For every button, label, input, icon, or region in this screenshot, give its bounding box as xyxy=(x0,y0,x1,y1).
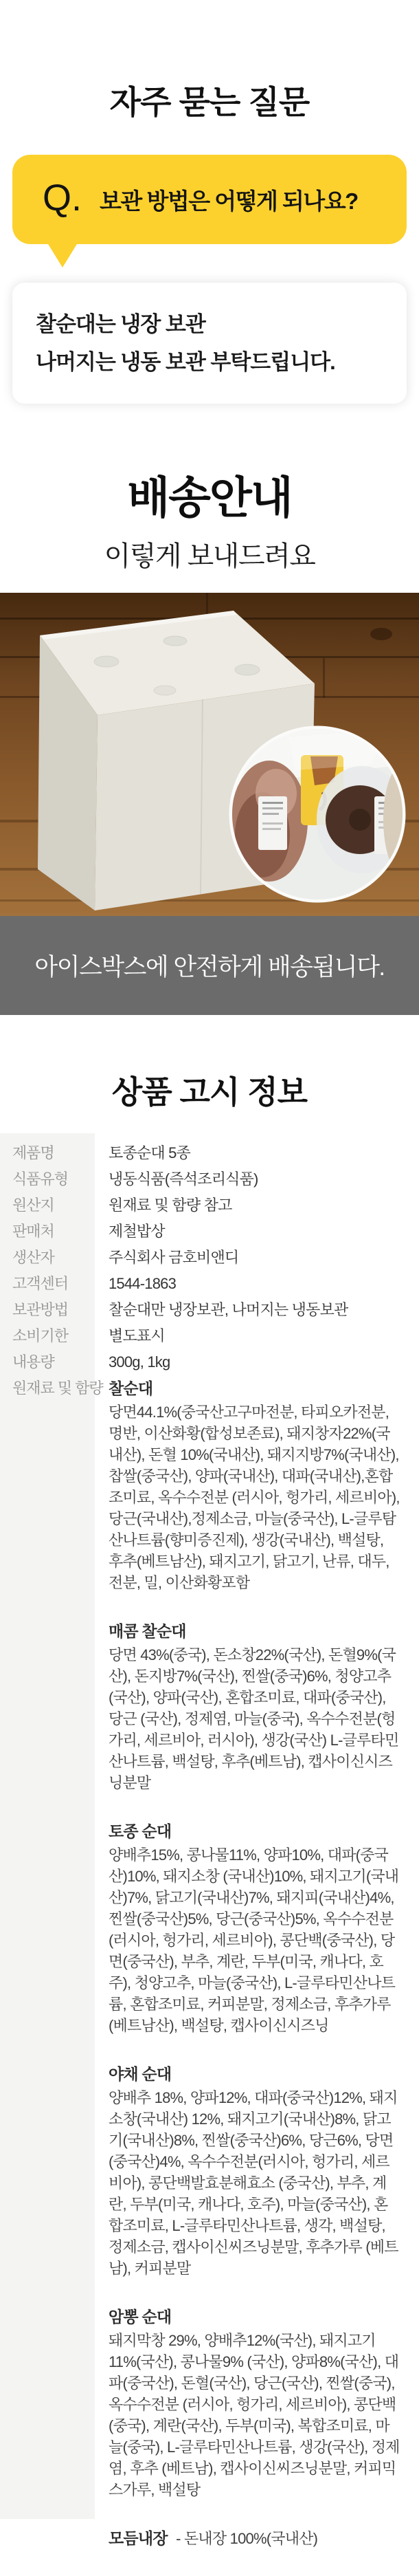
ingredient-section-name: 찰순대 xyxy=(109,1379,153,1398)
notice-row-value: 주식회사 금호비앤디 xyxy=(109,1249,239,1267)
ingredient-section-name: 암뽕 순대 xyxy=(109,2308,172,2326)
ingredient-section-name: 매콤 찰순대 xyxy=(109,1622,186,1641)
ingredient-section xyxy=(109,1375,401,1593)
ingredient-section-name: 야채 순대 xyxy=(109,2065,172,2084)
shipping-caption-bar xyxy=(0,916,419,1015)
product-notice-table xyxy=(0,1133,419,2548)
ingredient-section-name: 토종 순대 xyxy=(109,1822,172,1841)
ingredient-section xyxy=(109,1618,401,1793)
faq-section-title: 자주 묻는 질문 xyxy=(109,84,310,120)
notice-row-label: 보관방법 xyxy=(12,1301,69,1319)
notice-row-value: 원재료 및 함량 참고 xyxy=(109,1197,232,1214)
notice-row-label: 제품명 xyxy=(12,1144,54,1162)
question-mark-label: Q. xyxy=(43,177,82,219)
shipping-photo xyxy=(0,593,419,916)
ingredient-section-body: 당면 43%(중국), 돈소창22%(국산), 돈혈9%(국산), 돈지방7%(국산), 찐쌀(중국)6%, 청양고추(국산), 양파(국산), 혼합조미료, 대파(중국산), 당근 (국산), 정제염, 마늘(중국), 옥수수전분(헝가리, 세르비아, 러시아), 생강(국산) L-글루타민산나트륨, 백설탕, 후추(베트남), 캡사이신시즈닝분말 xyxy=(109,1646,399,1792)
ingredients-row-value xyxy=(95,1375,419,2576)
ingredient-section-body: 돼지막창 29%, 양배추12%(국산), 돼지고기 11%(국산), 콩나물9% (국산), 양파8%(국산), 대파(중국산), 돈혈(국산), 당근(국산), 찐쌀(중국), 옥수수전분 (러시아, 헝가리, 세르비아), 콩단백 (중국), 계란(국산), 두부(미국), 복합조미료, 마늘(중국), L-글루타민산나트륨, 생강(국산), 정제염, 후추 (베트남), 캡사이신씨즈닝분말, 커피믹스가루, 백설탕 xyxy=(109,2332,400,2499)
notice-row-value: 300g, 1kg xyxy=(109,1353,170,1371)
icebox-photo-illustration xyxy=(0,593,419,916)
faq-answer-box xyxy=(12,283,407,404)
faq-answer-line-1: 찰순대는 냉장 보관 xyxy=(36,312,205,336)
shipping-section-title: 배송안내 xyxy=(127,473,292,523)
shipping-subtitle: 이렇게 보내드려요 xyxy=(104,541,315,572)
notice-row-label: 내용량 xyxy=(12,1353,54,1371)
faq-question-text: 보관 방법은 어떻게 되나요? xyxy=(100,188,358,214)
notice-row-label: 생산자 xyxy=(12,1249,54,1267)
notice-row-label: 소비기한 xyxy=(12,1327,69,1345)
notice-row-label: 고객센터 xyxy=(12,1275,69,1293)
speech-bubble-tail xyxy=(48,244,77,268)
notice-row-value: 제철밥상 xyxy=(109,1223,165,1241)
notice-row-label: 원산지 xyxy=(12,1197,54,1214)
notice-section-title: 상품 고시 정보 xyxy=(111,1074,308,1111)
ingredient-section xyxy=(109,1818,401,2036)
notice-row-value: 토종순대 5종 xyxy=(109,1144,191,1162)
faq-question-bubble xyxy=(12,155,407,244)
notice-table-grid xyxy=(0,1133,419,2576)
faq-answer-line-2: 나머지는 냉동 보관 부탁드립니다. xyxy=(36,350,335,375)
ingredient-section-name: 모듬내장 xyxy=(109,2529,168,2548)
shipping-caption-text: 아이스박스에 안전하게 배송됩니다. xyxy=(34,954,385,981)
ingredient-section xyxy=(109,2061,401,2279)
ingredient-section xyxy=(109,2304,401,2500)
ingredient-section-body: 양배추15%, 콩나물11%, 양파10%, 대파(중국산)10%, 돼지소창 (국내산)10%, 돼지고기(국내산)7%, 닭고기(국내산)7%, 돼지피(국내산)4%, 찐쌀(중국산)5%, 당근(중국산)5%, 옥수수전분(러시아, 헝가리, 세르비아), 콩단백(중국산), 당면(중국산), 부추, 계란, 두부(미국, 캐나다, 호주), 청양고추, 마늘(중국산), L-글루타민산나트륨, 혼합조미료, 커피분말, 정제소금, 후추가루(베트남산), 백설탕, 캡사이신시즈닝 xyxy=(109,1846,399,2035)
notice-row-label: 판매처 xyxy=(12,1223,54,1241)
notice-row-value: 찰순대만 냉장보관, 나머지는 냉동보관 xyxy=(109,1301,348,1319)
ingredients-row-label: 원재료 및 함량 xyxy=(12,1379,103,1397)
notice-row-value: 별도표시 xyxy=(109,1327,165,1345)
notice-row-value: 냉동식품(즉석조리식품) xyxy=(109,1170,258,1188)
notice-row-value: 1544-1863 xyxy=(109,1275,177,1293)
ingredient-section xyxy=(109,2525,401,2551)
ingredient-section-body: - 돈내장 100%(국내산) xyxy=(176,2530,318,2548)
ingredient-section-body: 양배추 18%, 양파12%, 대파(중국산)12%, 돼지소창(국내산) 12%, 돼지고기(국내산)8%, 닭고기(국내산)8%, 찐쌀(중국산)6%, 당근6%, 당면 (중국산)4%, 옥수수전분(러시아, 헝가리, 세르비아), 콩단백발효분해효소 (중국산), 부추, 계란, 두부(미국, 캐나다, 호주), 마늘(중국산), 혼합조미료, L-글루타민산나트륨, 생각, 백설탕, 정제소금, 캡사이신씨즈닝분말, 후추가루 (베트남), 커피분말 xyxy=(109,2089,398,2278)
ingredient-section-body: 당면44.1%(중국산고구마전분, 타피오카전분, 명반, 이산화황(합성보존료), 돼지창자22%(국내산), 돈혈 10%(국내산), 돼지지방7%(국내산), 찹쌀(중국산), 양파(국내산), 대파(국내산),혼합조미료, 옥수수전분 (러시아, 헝가리, 세르비아), 당근(국내산),정제소금, 마늘(중국산), L-글루탐산나트륨(향미증진제), 생강(국내산), 백설탕, 후추(베트남산), 돼지고기, 닭고기, 난류, 대두, 전분, 밀, 이산화황포함 xyxy=(109,1404,400,1592)
notice-row-label: 식품유형 xyxy=(12,1170,69,1188)
